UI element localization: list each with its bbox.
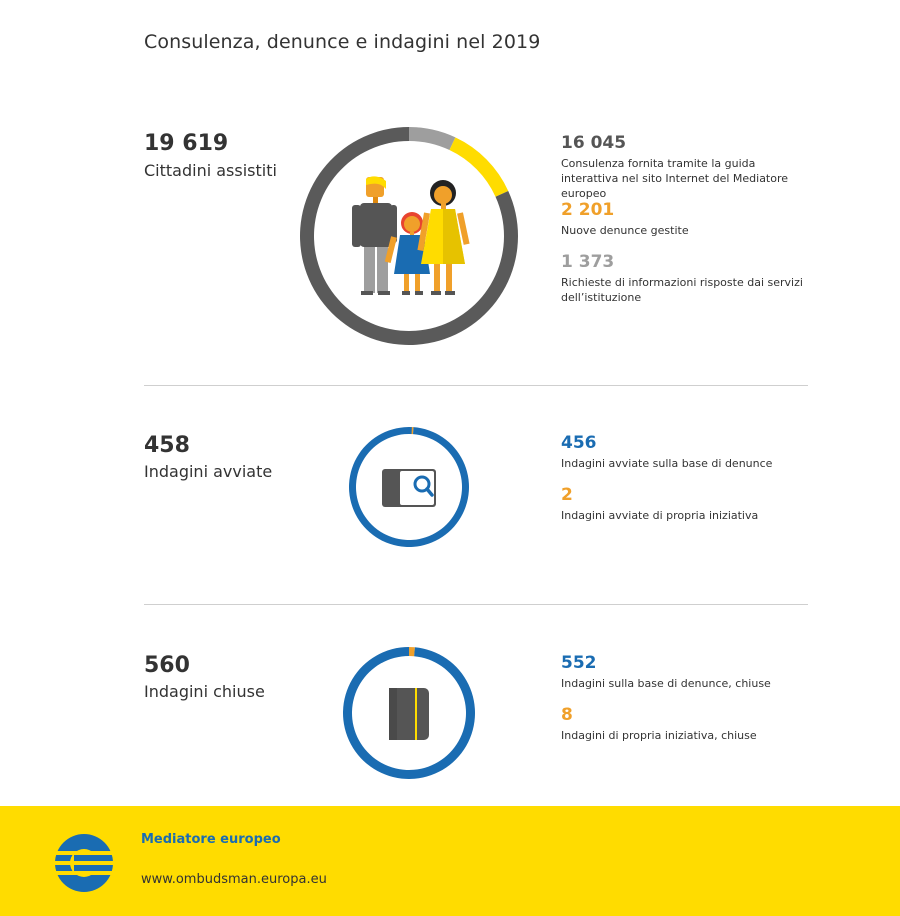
opened-total: 458 bbox=[144, 433, 190, 458]
footer-banner bbox=[0, 806, 900, 916]
citizens-total-label: Cittadini assistiti bbox=[144, 161, 277, 180]
own-initiative-opened-label: Indagini avviate di propria iniziativa bbox=[561, 509, 759, 522]
own-initiative-closed-value: 8 bbox=[561, 705, 573, 725]
complaint-inquiries-opened-label: Indagini avviate sulla base di denunce bbox=[561, 457, 773, 470]
advice-label: Consulenza fornita tramite la guida interattiva nel sito Internet del Mediatore europeo bbox=[561, 157, 789, 200]
closed-total: 560 bbox=[144, 653, 190, 678]
opened-total-label: Indagini avviate bbox=[144, 462, 273, 481]
opened-donut-chart bbox=[349, 427, 469, 547]
info-requests-value: 1 373 bbox=[561, 252, 615, 272]
footer-website-link[interactable]: www.ombudsman.europa.eu bbox=[141, 872, 327, 887]
complaint-inquiries-opened-value: 456 bbox=[561, 433, 597, 453]
folder-search-icon bbox=[382, 469, 436, 507]
complaint-inquiries-closed-label: Indagini sulla base di denunce, chiuse bbox=[561, 677, 771, 690]
own-initiative-closed-label: Indagini di propria iniziativa, chiuse bbox=[561, 729, 757, 742]
section-divider bbox=[144, 604, 808, 605]
advice-value: 16 045 bbox=[561, 133, 627, 153]
complaint-inquiries-closed-value: 552 bbox=[561, 653, 597, 673]
donut-segment bbox=[449, 137, 508, 196]
donut-segment bbox=[409, 127, 455, 150]
ombudsman-logo-icon bbox=[52, 831, 116, 895]
family-icon bbox=[352, 176, 470, 295]
complaints-value: 2 201 bbox=[561, 200, 615, 220]
donut-segment bbox=[409, 647, 415, 656]
own-initiative-opened-value: 2 bbox=[561, 485, 573, 505]
complaints-label: Nuove denunce gestite bbox=[561, 224, 689, 237]
page-title: Consulenza, denunce e indagini nel 2019 bbox=[144, 31, 541, 53]
closed-total-label: Indagini chiuse bbox=[144, 682, 265, 701]
closed-donut-chart bbox=[343, 647, 475, 779]
closed-folder-icon bbox=[389, 688, 429, 740]
section-divider bbox=[144, 385, 808, 386]
citizens-donut-chart bbox=[300, 127, 518, 345]
citizens-total: 19 619 bbox=[144, 131, 229, 156]
footer-organization-name: Mediatore europeo bbox=[141, 832, 281, 847]
info-requests-label: Richieste di informazioni risposte dai servizi dell’istituzione bbox=[561, 276, 803, 304]
